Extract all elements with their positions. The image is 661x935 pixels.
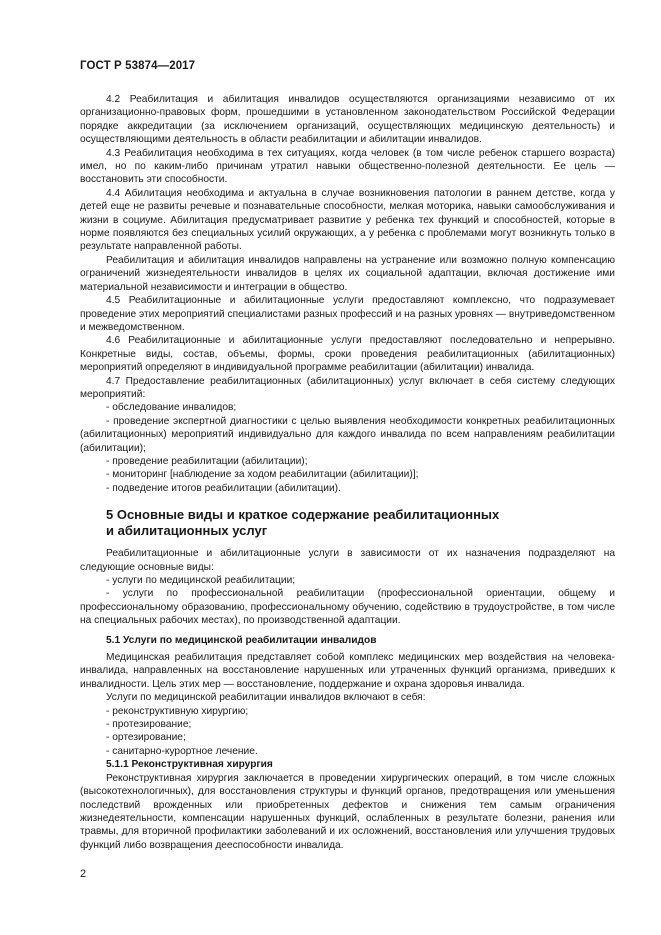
list-item: - проведение экспертной диагностики с целью выявления необходимости конкретных реабилитационных (абилитационных) мероприятий индивидуально для каждого инвалида по всем направлениям реабилитации (абилитации);: [80, 415, 615, 454]
list-item: - услуги по медицинской реабилитации;: [106, 575, 296, 586]
list-item: - услуги по профессиональной реабилитации (профессиональной ориентации, общему и профессиональному образованию, профессиональному обучению, содействию в трудоустройстве, в том числе на специальных рабочих местах), по производственной адаптации.: [80, 588, 615, 627]
section-5-1-1-title: 5.1.1 Реконструктивная хирургия: [106, 759, 273, 771]
list-item: - мониторинг [наблюдение за ходом реабилитации (абилитации)];: [106, 469, 419, 481]
section-5-1-title: 5.1 Услуги по медицинской реабилитации инвалидов: [106, 634, 377, 646]
paragraph-4-5: 4.5 Реабилитационные и абилитационные услуги предоставляют комплексно, что подразумевает проведение этих мероприятий специалистами разных профессий и на разных уровнях — внутриведомственном и межведомственном.: [80, 295, 615, 333]
section-5-title: [106, 507, 615, 539]
document-header: ГОСТ Р 53874—2017: [80, 60, 196, 72]
paragraph-rehab-aims: Реабилитация и абилитация инвалидов направлены на устранение или возможно полную компенсацию ограничений жизнедеятельности инвалидов в целях их социальной адаптации, включая достижение ими материальной независимости и интеграции в общество.: [80, 254, 615, 293]
list-item: - ортезирование;: [106, 732, 186, 744]
list-item: - проведение реабилитации (абилитации);: [106, 455, 308, 467]
list-item: - санитарно-курортное лечение.: [106, 745, 258, 757]
section-5-title-line2: и абилитационных услуг: [106, 523, 268, 539]
document-body: [80, 93, 615, 852]
section-5-title-line1: 5 Основные виды и краткое содержание реабилитационных: [106, 507, 500, 523]
list-item: - реконструктивную хирургию;: [106, 705, 249, 717]
section-5-1-para1: Медицинская реабилитация представляет собой комплекс медицинских мер воздействия на человека-инвалида, направленных на восстановление нарушенных или утраченных функций организма, приведших к инвалидности. Цель этих мер — восстановление, поддержание и охрана здоровья инвалида.: [80, 652, 615, 690]
section-5-1-1-para: Реконструктивная хирургия заключается в проведении хирургических операций, в том числе сложных (высокотехнологичных), для восстановления структуры и функций органов, предотвращения или уменьшения последствий врожденных или приобретенных дефектов и снижения тем самым ограничения жизнедеятельности, компенсации нарушенных функций, ослабленных в результате болезни, ранения или травмы, для вторичной профилактики заболеваний и их осложнений, восстановления или улучшения трудовых функций либо возвращения дееспособности инвалида.: [80, 772, 615, 851]
list-item: - протезирование;: [106, 719, 192, 731]
paragraph-4-6: 4.6 Реабилитационные и абилитационные услуги предоставляют последовательно и непрерывно. Конкретные виды, состав, объемы, формы, сроки проведения реабилитационных (абилитационных) мероприятий определяют в индивидуальной программе реабилитации (абилитации) инвалида.: [80, 335, 615, 374]
paragraph-4-7: 4.7 Предоставление реабилитационных (абилитационных) услуг включает в себя систему следующих мероприятий:: [80, 375, 615, 400]
paragraph-4-3: 4.3 Реабилитация необходима в тех ситуациях, когда человек (в том числе ребенок старшего возраста) имел, но по каким-либо причинам утратил навыки общественно-полезной деятельности. Ее цель — восстановить эти способности.: [80, 147, 615, 186]
page-number: 2: [80, 868, 87, 880]
list-item: - обследование инвалидов;: [106, 402, 237, 414]
paragraph-4-4: 4.4 Абилитация необходима и актуальна в случае возникновения патологии в раннем детстве, когда у детей еще не развиты речевые и познавательные способности, мелкая моторика, навыки самообслуживания и жизни в социуме. Абилитация предусматривает развитие у ребенка тех функций и способностей, которые в норме появляются без специальных усилий окружающих, а у ребенка с проблемами могут возникнуть только в результате направленной работы.: [80, 187, 615, 253]
paragraph-4-2: 4.2 Реабилитация и абилитация инвалидов осуществляются организациями независимо от их организационно-правовых форм, прошедшими в установленном законодательством Российской Федерации порядке аккредитации (за исключением организаций, осуществляющих медицинскую деятельность) и осуществляющими деятельность в области реабилитации и абилитации инвалидов.: [80, 94, 615, 146]
list-item: - подведение итогов реабилитации (абилитации).: [106, 482, 341, 494]
section-5-1-para2: Услуги по медицинской реабилитации инвалидов включают в себя:: [106, 692, 426, 704]
section-5-intro: Реабилитационные и абилитационные услуги в зависимости от их назначения подразделяют на следующие основные виды:: [80, 548, 615, 573]
